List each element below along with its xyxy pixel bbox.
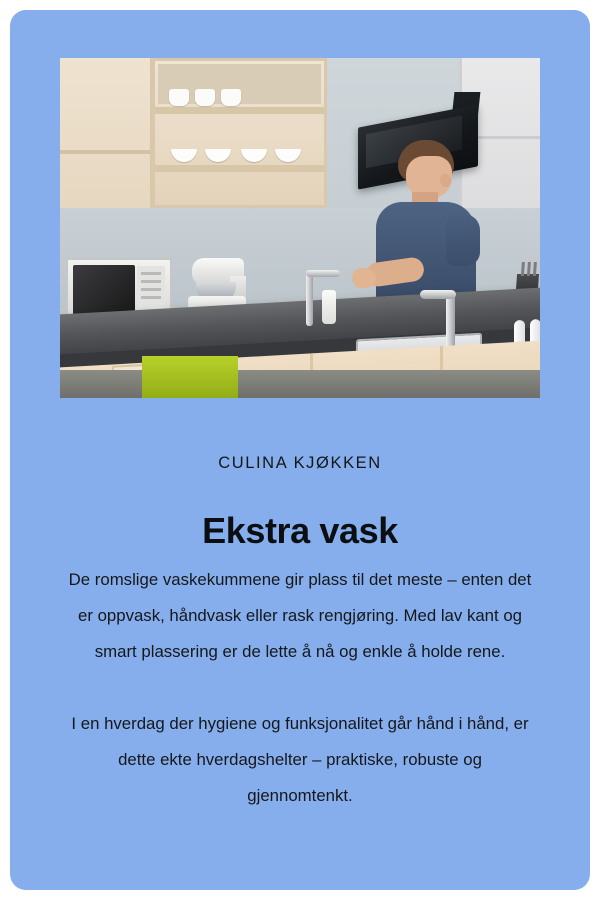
bowl xyxy=(205,149,231,162)
bowl xyxy=(241,149,267,162)
faucet-left xyxy=(306,270,313,326)
cup xyxy=(195,89,215,106)
open-shelving xyxy=(152,58,327,208)
upper-cabinet-left xyxy=(60,58,153,208)
green-cabinet xyxy=(142,356,238,398)
kitchen-scene-illustration xyxy=(60,58,540,398)
cup xyxy=(169,89,189,106)
floor xyxy=(60,370,540,398)
body-paragraph: De romslige vaskekummene gir plass til det meste – enten det er oppvask, håndvask eller rask rengjøring. Med lav kant og smart plassering er de lette å nå og enkle å holde rene. xyxy=(68,570,532,661)
sleeve xyxy=(446,214,480,266)
cup xyxy=(221,89,241,106)
bowl xyxy=(171,149,197,162)
bowl xyxy=(275,149,301,162)
kitchen-photo xyxy=(60,58,540,398)
hand xyxy=(352,268,376,288)
body-paragraph: I en hverdag der hygiene og funksjonalitet går hånd i hånd, er dette ekte hverdagshelter – praktiske, robuste og gjennomtenkt. xyxy=(71,714,529,805)
soap-dispenser xyxy=(322,290,336,324)
ear xyxy=(440,174,451,187)
page-title: Ekstra vask xyxy=(202,510,398,552)
microwave-door xyxy=(73,265,135,317)
body-copy xyxy=(66,562,534,814)
promo-card xyxy=(10,10,590,890)
shelf-board xyxy=(155,165,324,172)
shelf-board xyxy=(155,107,324,114)
eyebrow-label: CULINA KJØKKEN xyxy=(218,454,382,472)
